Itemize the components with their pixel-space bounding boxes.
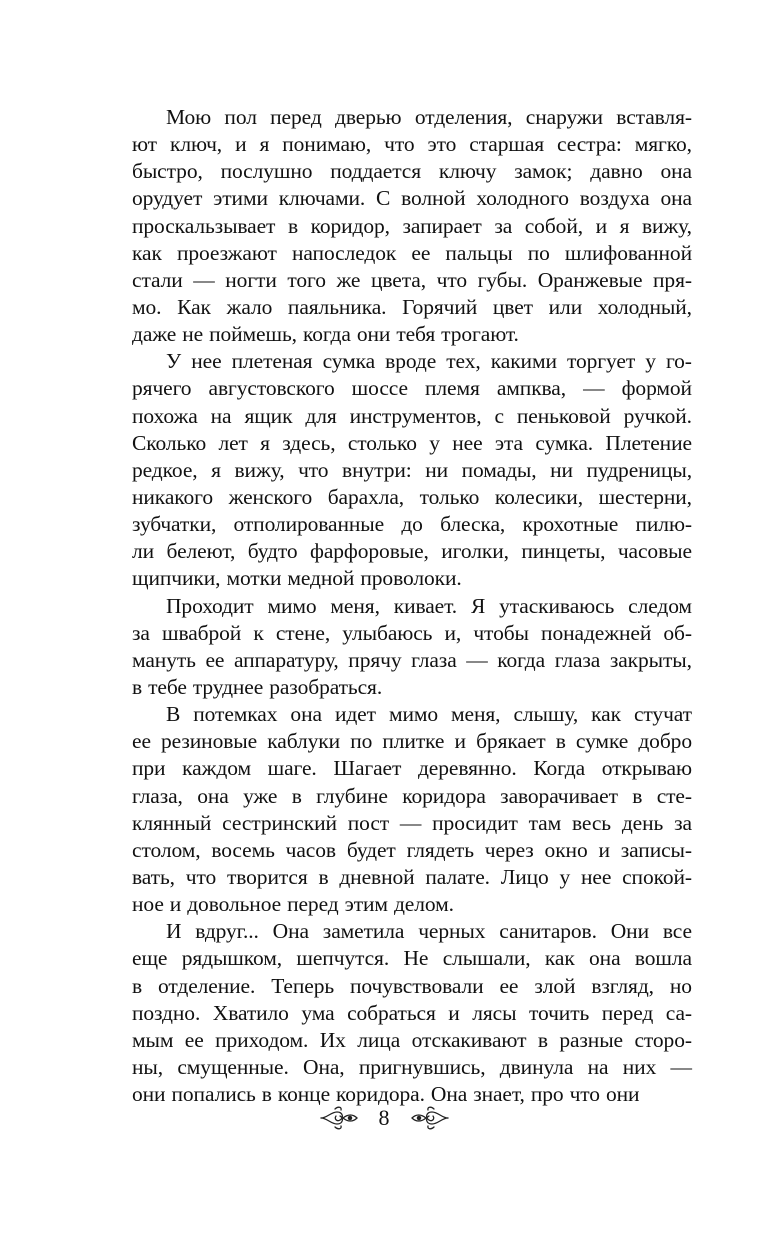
text-line: даже не поймешь, когда они тебя трогают. [132, 322, 519, 347]
text-line: мануть ее аппаратуру, прячу глаза — когда глаза закрыты, [132, 647, 692, 672]
text-line: глаза, она уже в глубине коридора заворачивает в сте- [132, 783, 692, 808]
text-line: вать, что творится в дневной палате. Лицо у нее спокой- [132, 864, 692, 889]
text-line: проскальзывает в коридор, запирает за собой, и я вижу, [132, 213, 692, 238]
text-line: никакого женского барахла, только колесики, шестерни, [132, 484, 692, 509]
text-line: орудует этими ключами. С волной холодного воздуха она [132, 186, 692, 211]
text-line: быстро, послушно поддается ключу замок; давно она [132, 159, 692, 184]
body-text [132, 104, 692, 1108]
text-line: мо. Как жало паяльника. Горячий цвет или холодный, [132, 294, 692, 319]
text-line: клянный сестринский пост — просидит там весь день за [132, 810, 692, 835]
text-line: в отделение. Теперь почувствовали ее злой взгляд, но [132, 973, 692, 998]
right-flourish-icon [406, 1105, 452, 1131]
text-line: поздно. Хватило ума собраться и лясы точить перед са- [132, 1000, 692, 1025]
text-line: при каждом шаге. Шагает деревянно. Когда открываю [132, 756, 692, 781]
text-line: И вдруг... Она заметила черных санитаров. Они все [166, 919, 692, 944]
page-number: 8 [378, 1105, 390, 1130]
text-line: редкое, я вижу, что внутри: ни помады, ни пудреницы, [132, 457, 692, 482]
text-line: стали — ногти того же цвета, что губы. Оранжевые пря- [132, 267, 692, 292]
text-line: они попались в конце коридора. Она знает, про что они [132, 1082, 640, 1107]
text-line: в тебе труднее разобраться. [132, 674, 383, 699]
text-line: похожа на ящик для инструментов, с пеньковой ручкой. [132, 403, 692, 428]
text-line: Сколько лет я здесь, столько у нее эта сумка. Плетение [132, 430, 692, 455]
text-line: столом, восемь часов будет глядеть через окно и записы- [132, 837, 692, 862]
text-line: еще рядышком, шепчутся. Не слышали, как она вошла [132, 946, 692, 971]
left-flourish-icon [317, 1105, 363, 1131]
text-line: У нее плетеная сумка вроде тех, какими торгует у го- [166, 349, 692, 374]
text-line: ное и довольное перед этим делом. [132, 892, 454, 917]
text-line: ют ключ, и я понимаю, что это старшая сестра: мягко, [132, 132, 692, 157]
text-line: ее резиновые каблуки по плитке и брякает в сумке добро [132, 729, 692, 754]
text-line: рячего августовского шоссе племя ампква, — формой [132, 376, 692, 401]
text-line: ли белеют, будто фарфоровые, иголки, пинцеты, часовые [132, 539, 692, 564]
text-line: мым ее приходом. Их лица отскакивают в разные сторо- [132, 1027, 692, 1052]
page-footer [0, 1098, 768, 1138]
text-line: щипчики, мотки медной проволоки. [132, 566, 462, 591]
text-line: за шваброй к стене, улыбаюсь и, чтобы понадежней об- [132, 620, 692, 645]
text-line: В потемках она идет мимо меня, слышу, как стучат [166, 702, 692, 727]
text-line: ны, смущенные. Она, пригнувшись, двинула на них — [132, 1054, 692, 1079]
text-line: зубчатки, отполированные до блеска, крохотные пилю- [132, 512, 692, 537]
text-line: Проходит мимо меня, кивает. Я утаскиваюсь следом [166, 593, 692, 618]
text-line: Мою пол перед дверью отделения, снаружи вставля- [166, 105, 692, 129]
text-line: как проезжают напоследок ее пальцы по шлифованной [132, 240, 692, 265]
